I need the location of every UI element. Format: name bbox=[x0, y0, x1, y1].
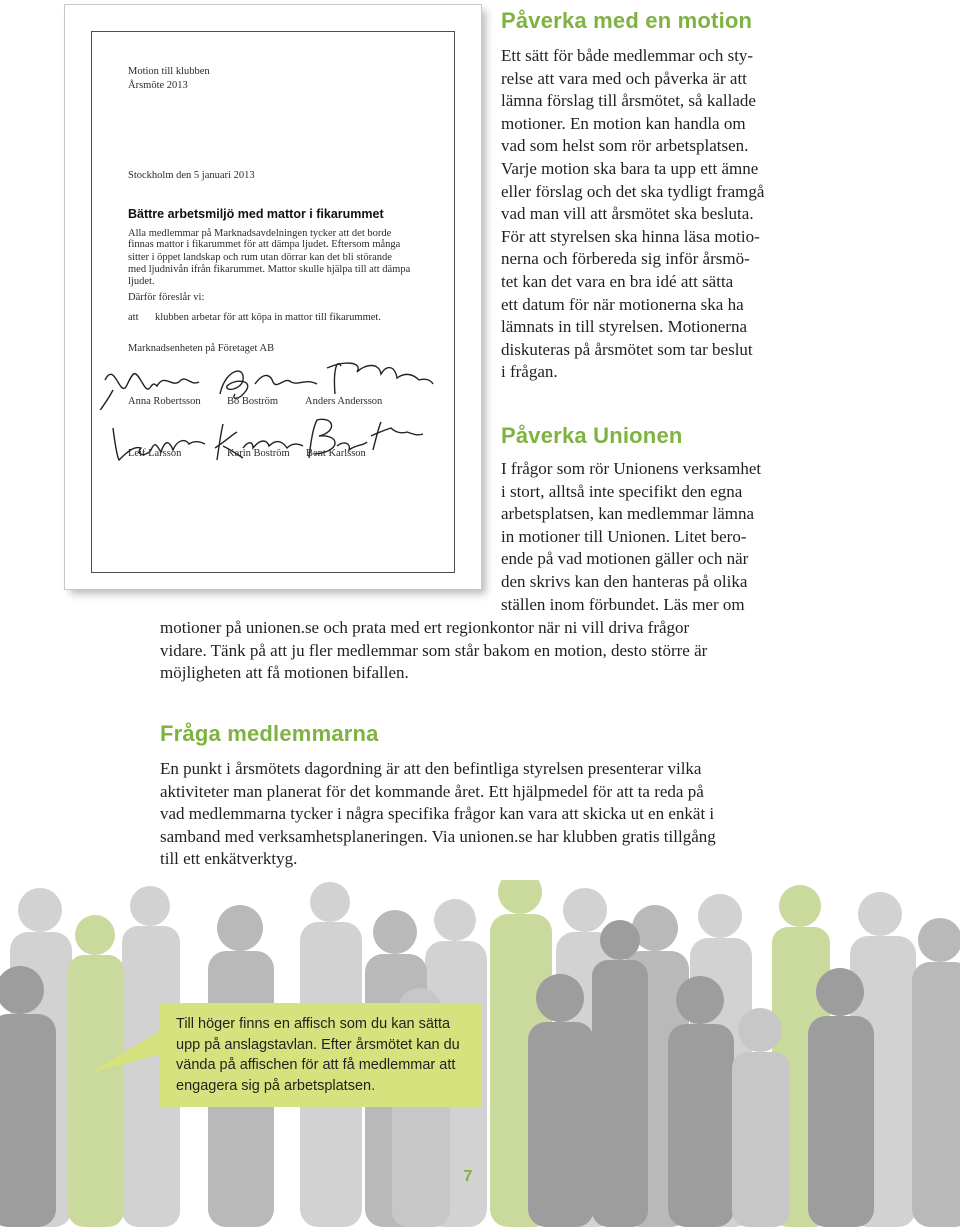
section3-line: samband med verksamhetsplaneringen. Via unionen.se har klubben gratis tillgång bbox=[160, 826, 716, 846]
section1-line: eller förslag och det ska tydligt framgå bbox=[501, 181, 765, 201]
doc-sender: Marknadsenheten på Företaget AB bbox=[128, 343, 275, 354]
section2-line: möjligheten att få motionen bifallen. bbox=[160, 663, 409, 683]
heading-paverka-motion: Påverka med en motion bbox=[501, 8, 753, 33]
doc-para-2: finnas mattor i fikarummet för att dämpa ljudet. Eftersom många bbox=[128, 239, 401, 250]
section3-line: En punkt i årsmötets dagordning är att den befintliga styrelsen presenterar vilka bbox=[160, 759, 702, 778]
section1-line: lämnats in till styrelsen. Motionerna bbox=[501, 317, 747, 337]
signer-karin: Karin Boström bbox=[227, 448, 290, 459]
section2-body-wide bbox=[160, 617, 950, 685]
section1-line: motioner. En motion kan handla om bbox=[501, 113, 746, 133]
section2-line: i stort, alltså inte specifikt den egna bbox=[501, 481, 743, 501]
callout-line: vända på affischen för att få medlemmar att bbox=[176, 1057, 456, 1073]
doc-line-motion: Motion till klubben bbox=[128, 66, 210, 77]
signer-bent: Bent Karlsson bbox=[306, 448, 366, 459]
section2-line: den skrivs kan den hanteras på olika bbox=[501, 571, 748, 591]
signer-bo: Bo Boström bbox=[227, 396, 279, 407]
callout-line: upp på anslagstavlan. Efter årsmötet kan du bbox=[176, 1036, 460, 1053]
section1-line: diskuteras på årsmötet som tar beslut bbox=[501, 339, 753, 359]
callout-text bbox=[176, 1014, 476, 1096]
section3-line: till ett enkätverktyg. bbox=[160, 849, 298, 869]
section2-line: in motioner till Unionen. Litet bero- bbox=[501, 526, 747, 546]
doc-proposal-intro: Därför föreslår vi: bbox=[128, 292, 205, 303]
callout-line: engagera sig på arbetsplatsen. bbox=[176, 1077, 376, 1094]
page-number: 7 bbox=[463, 1168, 473, 1185]
doc-att-label: att bbox=[128, 312, 139, 323]
section3-line: vad medlemmarna tycker i några specifika frågor kan vara att skicka ut en enkät i bbox=[160, 804, 715, 824]
section2-body-narrow bbox=[501, 458, 956, 616]
doc-place-date: Stockholm den 5 januari 2013 bbox=[128, 170, 255, 181]
section1-line: relse att vara med och påverka är att bbox=[501, 68, 747, 88]
doc-para-4: med ljudnivån ifrån fikarummet. Mattor skulle hjälpa till att dämpa bbox=[128, 264, 411, 275]
doc-att-text: klubben arbetar för att köpa in mattor till fikarummet. bbox=[155, 312, 381, 323]
section1-line: tet kan det vara en bra idé att sätta bbox=[501, 271, 734, 291]
section1-body bbox=[501, 45, 956, 384]
section1-line: lämna förslag till årsmötet, så kallade bbox=[501, 91, 756, 111]
section3-body bbox=[160, 758, 950, 871]
section1-line: i frågan. bbox=[501, 362, 558, 382]
motion-document-sample bbox=[64, 4, 482, 590]
doc-para-5: ljudet. bbox=[128, 276, 155, 287]
section2-line: ställen inom förbundet. Läs mer om bbox=[501, 594, 745, 614]
section3-line: aktiviteter man planerat för det kommande året. Ett hjälpmedel för att ta reda på bbox=[160, 781, 704, 801]
section2-line: ende på vad motionen gäller och när bbox=[501, 549, 749, 569]
signer-leif: Leif Larsson bbox=[128, 448, 182, 459]
section2-line: motioner på unionen.se och prata med ert regionkontor när ni vill driva frågor bbox=[160, 618, 690, 637]
callout-line: Till höger finns en affisch som du kan sätta bbox=[176, 1016, 451, 1032]
section1-line: För att styrelsen ska hinna läsa motio- bbox=[501, 226, 760, 246]
section2-line: vidare. Tänk på att ju fler medlemmar som står bakom en motion, desto större är bbox=[160, 640, 708, 660]
section2-line: I frågor som rör Unionens verksamhet bbox=[501, 459, 762, 478]
heading-fraga-medlemmarna: Fråga medlemmarna bbox=[160, 721, 379, 746]
section1-line: Varje motion ska bara ta upp ett ämne bbox=[501, 158, 759, 178]
doc-heading: Bättre arbetsmiljö med mattor i fikarummet bbox=[128, 207, 384, 221]
heading-paverka-unionen: Påverka Unionen bbox=[501, 423, 683, 448]
signatures-row-2 bbox=[105, 410, 425, 470]
section1-line: nerna och förbereda sig inför årsmö- bbox=[501, 249, 750, 269]
section2-line: arbetsplatsen, kan medlemmar lämna bbox=[501, 504, 755, 524]
section1-line: vad som helst som rör arbetsplatsen. bbox=[501, 136, 749, 156]
callout-pointer bbox=[88, 1018, 168, 1078]
section1-line: ett datum för när motionerna ska ha bbox=[501, 294, 744, 314]
section1-line: Ett sätt för både medlemmar och sty- bbox=[501, 46, 754, 65]
signer-anna: Anna Robertsson bbox=[128, 396, 201, 407]
doc-para-1: Alla medlemmar på Marknadsavdelningen tycker att det borde bbox=[128, 228, 392, 239]
doc-line-meeting: Årsmöte 2013 bbox=[128, 80, 188, 91]
info-callout-box bbox=[160, 1003, 482, 1107]
doc-para-3: sitter i öppet landskap och rum utan dörrar kan det bli störande bbox=[128, 252, 392, 263]
section1-line: vad man vill att årsmötet ska besluta. bbox=[501, 204, 754, 224]
signer-anders: Anders Andersson bbox=[305, 396, 383, 407]
